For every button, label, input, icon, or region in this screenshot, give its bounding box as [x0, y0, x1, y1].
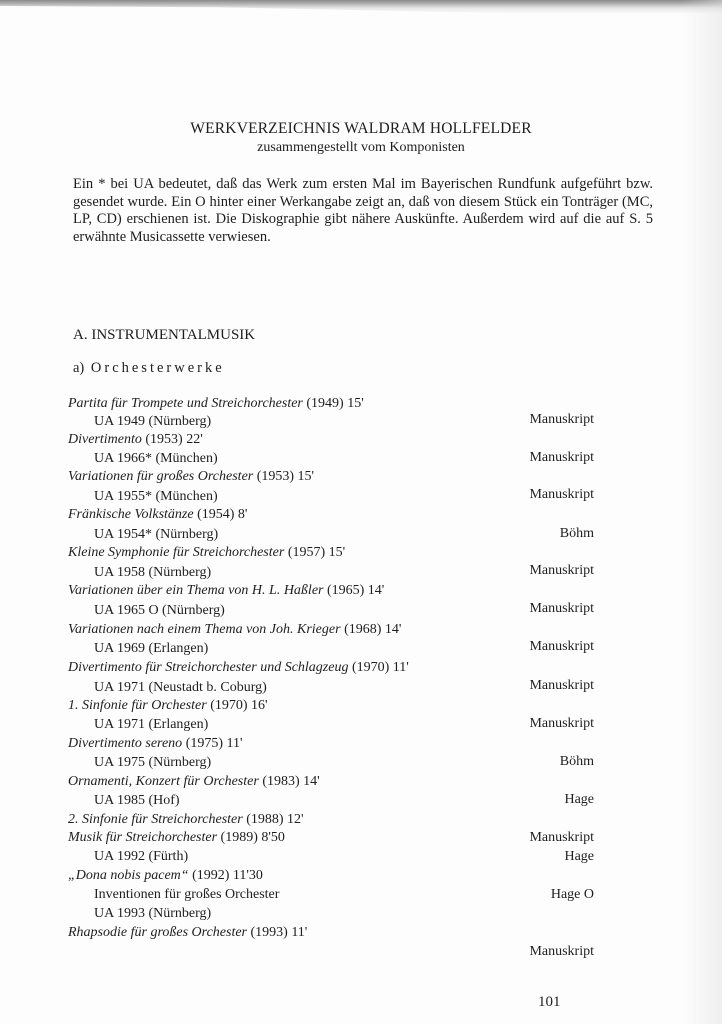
work-detail: UA 1954* (Nürnberg) [94, 527, 219, 542]
work-publisher: Manuskript [529, 716, 594, 731]
work-detail: UA 1993 (Nürnberg) [94, 906, 212, 921]
work-detail: UA 1966* (München) [94, 451, 218, 466]
work-detail: UA 1971 (Neustadt b. Coburg) [94, 680, 267, 695]
work-title-line [68, 622, 401, 638]
page-title: WERKVERZEICHNIS WALDRAM HOLLFELDER [190, 120, 532, 137]
work-title-line [68, 812, 304, 828]
subsection-title: Orchesterwerke [90, 360, 225, 376]
work-detail: UA 1955* (München) [94, 489, 218, 504]
section-heading: A. INSTRUMENTALMUSIK [73, 327, 256, 343]
subsection-prefix: a) [73, 360, 85, 376]
work-meta: (1953) 15' [253, 469, 315, 484]
work-meta: (1975) 11' [182, 736, 243, 751]
work-meta: (1968) 14' [340, 622, 402, 637]
work-meta: (1965) 14' [323, 583, 385, 598]
work-meta: (1957) 15' [284, 545, 346, 560]
work-meta: (1993) 11' [247, 925, 308, 940]
subsection-heading [73, 360, 225, 377]
work-publisher: Manuskript [529, 450, 594, 465]
work-title-line [68, 583, 384, 599]
work-meta: (1989) 8'50 [217, 830, 285, 845]
work-title: Kleine Symphonie für Streichorchester [68, 545, 285, 560]
work-publisher: Manuskript [529, 601, 594, 616]
work-title: Rhapsodie für großes Orchester [68, 925, 247, 940]
work-meta: (1953) 22' [141, 432, 203, 447]
work-title: Ornamenti, Konzert für Orchester [68, 774, 259, 789]
work-meta: (1992) 11'30 [188, 868, 263, 883]
work-publisher: Manuskript [529, 639, 594, 654]
work-publisher: Manuskript [529, 830, 594, 845]
work-title: Divertimento für Streichorchester und Schlagzeug [68, 660, 349, 675]
work-publisher: Manuskript [529, 487, 594, 502]
work-title: 1. Sinfonie für Orchester [68, 698, 207, 713]
work-meta: (1954) 8' [193, 507, 248, 522]
intro-paragraph: Ein * bei UA bedeutet, daß das Werk zum ersten Mal im Bayerischen Rundfunk aufgeführt bzw. gesendet wurde. Ein O hinter einer Werkangabe zeigt an, daß von diesem Stück ein Tonträger (MC, LP, CD) erschienen ist. Die Diskographie gibt nähere Auskünfte. Außerdem wird auf die auf S. 5 erwähnte Musicassette verwiesen. [73, 176, 653, 245]
work-title-line [68, 774, 320, 790]
work-publisher: Manuskript [529, 678, 594, 693]
work-detail: UA 1975 (Nürnberg) [94, 755, 212, 770]
scan-top-shadow [0, 0, 722, 24]
work-title-line [68, 868, 263, 884]
work-detail: UA 1958 (Nürnberg) [94, 565, 212, 580]
work-publisher: Böhm [559, 754, 594, 769]
work-publisher: Hage O [550, 887, 594, 902]
work-publisher: Manuskript [529, 412, 594, 427]
work-title-line [68, 545, 345, 561]
work-title: Variationen nach einem Thema von Joh. Krieger [68, 622, 341, 637]
work-meta: (1949) 15' [302, 396, 364, 411]
work-detail: Inventionen für großes Orchester [94, 887, 280, 902]
work-title: Divertimento sereno [68, 736, 183, 751]
work-title-line [68, 469, 314, 485]
page-number: 101 [538, 994, 561, 1010]
work-title-line [68, 736, 243, 752]
work-title: „Dona nobis pacem“ [68, 868, 189, 883]
work-detail: UA 1969 (Erlangen) [94, 641, 209, 656]
work-title: Variationen für großes Orchester [68, 469, 254, 484]
work-title: Musik für Streichorchester [68, 830, 218, 845]
work-detail: UA 1949 (Nürnberg) [94, 414, 212, 429]
work-title-line [68, 507, 247, 523]
work-title: Divertimento [68, 432, 142, 447]
work-title-line [68, 698, 268, 714]
work-title: Fränkische Volkstänze [68, 507, 194, 522]
work-title-line [68, 925, 307, 941]
work-publisher: Hage [564, 849, 594, 864]
work-detail: UA 1971 (Erlangen) [94, 717, 209, 732]
work-title-line [68, 830, 285, 846]
work-title-line [68, 396, 364, 412]
work-meta: (1970) 16' [206, 698, 268, 713]
work-title-line [68, 432, 203, 448]
work-title: Variationen über ein Thema von H. L. Haßler [68, 583, 324, 598]
work-title: 2. Sinfonie für Streichorchester [68, 812, 243, 827]
work-title-line [68, 660, 409, 676]
page-subtitle: zusammengestellt vom Komponisten [257, 140, 465, 155]
work-publisher: Böhm [559, 526, 594, 541]
work-title: Partita für Trompete und Streichorchester [68, 396, 303, 411]
work-publisher: Manuskript [529, 563, 594, 578]
work-detail: UA 1992 (Fürth) [94, 849, 189, 864]
work-meta: (1970) 11' [348, 660, 409, 675]
work-meta: (1988) 12' [242, 812, 304, 827]
work-publisher: Hage [564, 792, 594, 807]
work-detail: UA 1965 O (Nürnberg) [94, 603, 225, 618]
work-detail: UA 1985 (Hof) [94, 793, 180, 808]
work-publisher: Manuskript [529, 944, 594, 959]
work-meta: (1983) 14' [258, 774, 320, 789]
